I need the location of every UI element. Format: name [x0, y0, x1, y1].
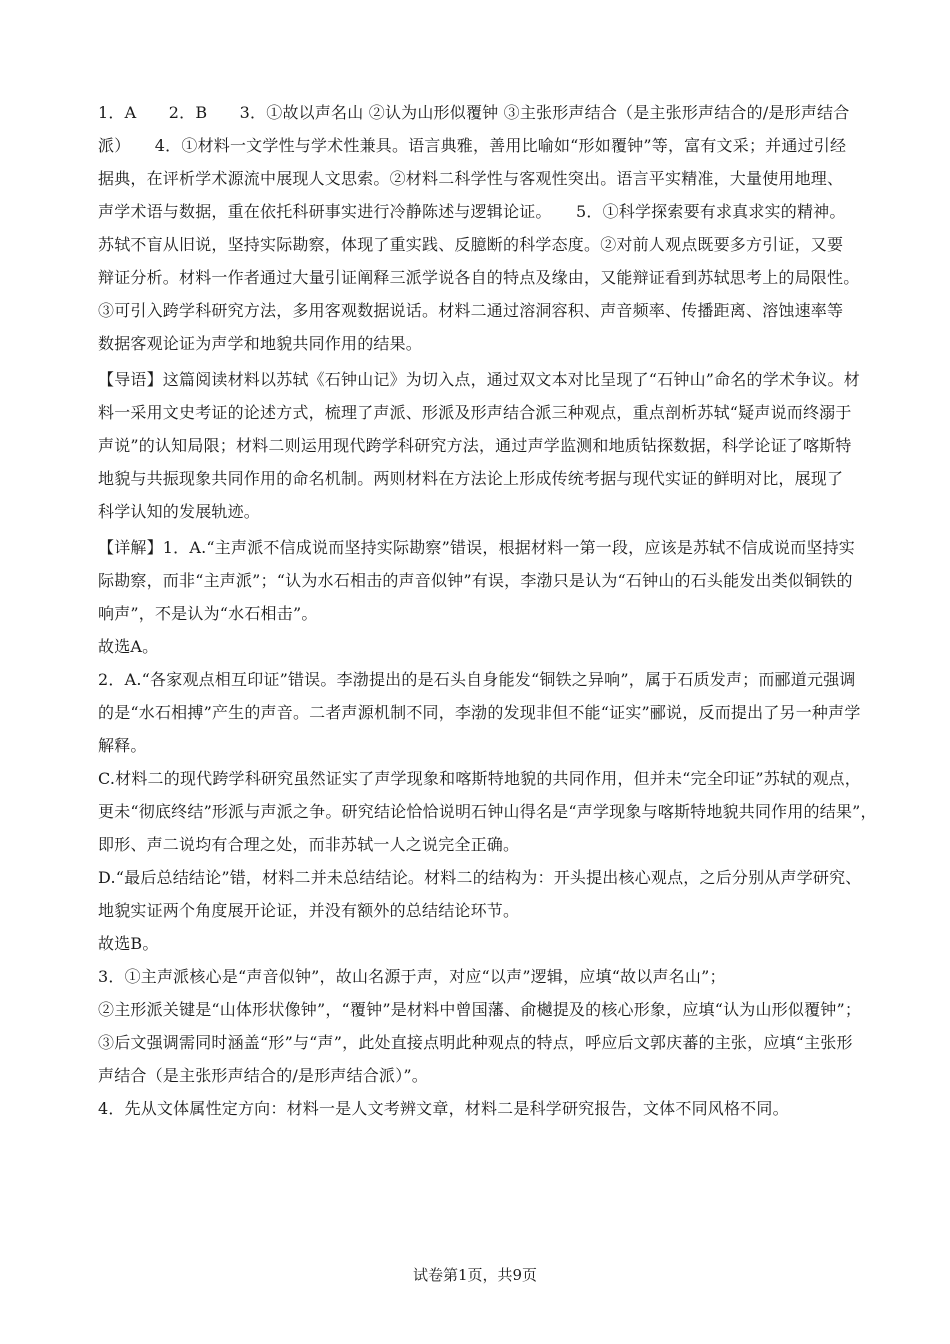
- detail-line: 响声”，不是认为“水石相击”。: [98, 604, 318, 623]
- detail-q4: [98, 1092, 862, 1125]
- detail-line: 声结合（是主张形声结合的/是形声结合派）”。: [98, 1066, 428, 1085]
- guide-line: 【导语】这篇阅读材料以苏轼《石钟山记》为切入点，通过双文本对比呈现了“石钟山”命名的学术争议。材: [98, 370, 860, 389]
- detail-q3: [98, 960, 862, 1092]
- guide-line: 地貌与共振现象共同作用的命名机制。两则材料在方法论上形成传统考据与现代实证的鲜明对比，展现了: [98, 469, 844, 488]
- detail-line: 2．A.“各家观点相互印证”错误。李渤提出的是石头自身能发“铜铁之异响”，属于石质发声；而郦道元强调: [98, 670, 856, 689]
- answer-section: [98, 96, 862, 360]
- detail-line: ③后文强调需同时涵盖“形”与“声”，此处直接点明此种观点的特点，呼应后文郭庆蕃的主张，应填“主张形: [98, 1033, 853, 1052]
- detail-line: D.“最后总结结论”错，材料二并未总结结论。材料二的结构为：开头提出核心观点，之后分别从声学研究、: [98, 868, 862, 887]
- guide-line: 科学认知的发展轨迹。: [98, 502, 261, 521]
- guide-section: [98, 363, 862, 528]
- q2-choice: 故选B。: [98, 934, 159, 953]
- detail-q1: [98, 531, 862, 630]
- detail-line: ②主形派关键是“山体形状像钟”，“覆钟”是材料中曾国藩、俞樾提及的核心形象，应填“认为山形似覆钟”；: [98, 1000, 862, 1019]
- answer-line: 数据客观论证为声学和地貌共同作用的结果。: [98, 334, 423, 353]
- detail-line: C.材料二的现代跨学科研究虽然证实了声学现象和喀斯特地貌的共同作用，但并未“完全印证”苏轼的观点，: [98, 769, 861, 788]
- guide-line: 声说”的认知局限；材料二则运用现代跨学科研究方法，通过声学监测和地质钻探数据，科学论证了喀斯特: [98, 436, 852, 455]
- detail-line: 更未“彻底终结”形派与声派之争。研究结论恰恰说明石钟山得名是“声学现象与喀斯特地貌共同作用的结果”，: [98, 802, 877, 821]
- detail-line: 3．①主声派核心是“声音似钟”，故山名源于声，对应“以声”逻辑，应填“故以声名山”；: [98, 967, 726, 986]
- guide-line: 料一采用文史考证的论述方式，梳理了声派、形派及形声结合派三种观点，重点剖析苏轼“疑声说而终溺于: [98, 403, 852, 422]
- detail-q2-a: [98, 663, 862, 762]
- detail-q2-c: [98, 762, 877, 861]
- detail-line: 解释。: [98, 736, 147, 755]
- detail-line: 即形、声二说均有合理之处，而非苏轼一人之说完全正确。: [98, 835, 520, 854]
- detail-q2-d: [98, 861, 862, 927]
- page-footer: 试卷第1页，共9页: [412, 1266, 538, 1284]
- detail-line: 4．先从文体属性定方向：材料一是人文考辨文章，材料二是科学研究报告，文体不同风格不同。: [98, 1099, 789, 1118]
- answer-line: 声学术语与数据，重在依托科研事实进行冷静陈述与逻辑论证。 5．①科学探索要有求真求实的精神。: [98, 202, 846, 221]
- detail-line: 的是“水石相搏”产生的声音。二者声源机制不同，李渤的发现非但不能“证实”郦说，反而提出了另一种声学: [98, 703, 861, 722]
- detail-line: 【详解】1．A.“主声派不信成说而坚持实际勘察”错误，根据材料一第一段，应该是苏轼不信成说而坚持实: [98, 538, 855, 557]
- answer-line: ③可引入跨学科研究方法，多用客观数据说话。材料二通过溶洞容积、声音频率、传播距离、溶蚀速率等: [98, 301, 844, 320]
- answer-line: 1．A 2．B 3．①故以声名山 ②认为山形似覆钟 ③主张形声结合（是主张形声结合的/是形声结合: [98, 103, 850, 122]
- detail-line: 际勘察，而非“主声派”；“认为水石相击的声音似钟”有误，李渤只是认为“石钟山的石头能发出类似铜铁的: [98, 571, 853, 590]
- q1-choice: 故选A。: [98, 637, 159, 656]
- document-body: [98, 96, 877, 1125]
- detail-section: [98, 531, 877, 1125]
- answer-line: 派） 4．①材料一文学性与学术性兼具。语言典雅，善用比喻如“形如覆钟”等，富有文采；并通过引经: [98, 136, 847, 155]
- answer-line: 辩证分析。材料一作者通过大量引证阐释三派学说各自的特点及缘由，又能辩证看到苏轼思考上的局限性。: [98, 268, 860, 287]
- answer-line: 据典，在评析学术源流中展现人文思索。②材料二科学性与客观性突出。语言平实精准，大量使用地理、: [98, 169, 844, 188]
- detail-line: 地貌实证两个角度展开论证，并没有额外的总结结论环节。: [98, 901, 520, 920]
- answer-line: 苏轼不盲从旧说，坚持实际勘察，体现了重实践、反臆断的科学态度。②对前人观点既要多方引证，又要: [98, 235, 844, 254]
